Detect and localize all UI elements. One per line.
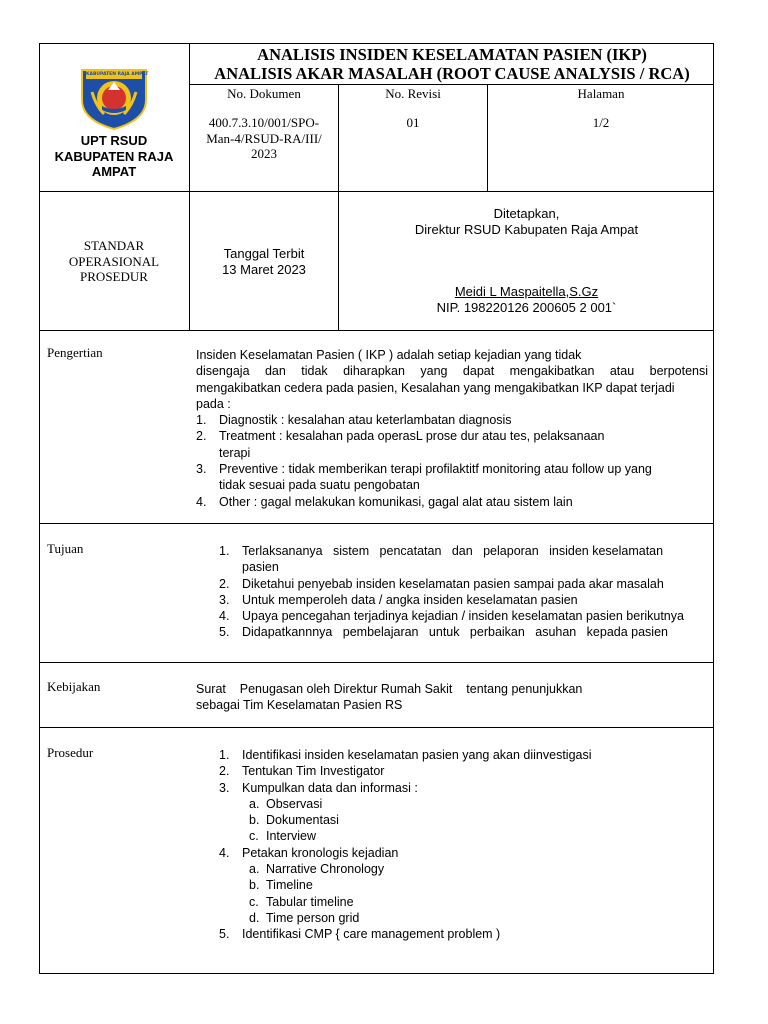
list-text: tidak sesuai pada suatu pengobatan [219,478,420,493]
sub-list-letter: d. [249,910,260,925]
issue-date-value: 13 Maret 2023 [222,261,306,277]
list-number: 5. [219,625,230,640]
section-label-kebijakan: Kebijakan [47,679,101,694]
pengertian-content [196,347,708,510]
divider [39,330,714,331]
sub-list-text: Narrative Chronology [266,862,385,877]
sub-list-item [219,861,707,877]
divider [39,523,714,524]
pengertian-intro-line: pada : [196,396,231,411]
list-item [219,926,707,942]
sub-list-item [219,796,707,812]
section-label-pengertian: Pengertian [47,345,103,360]
list-text: Diagnostik : kesalahan atau keterlambatan diagnosis [219,413,512,428]
divider [39,727,714,728]
sub-list-item [219,828,707,844]
sop-label-line: STANDAR [83,238,145,253]
logo-text: KABUPATEN RAJA AMPAT [86,72,149,77]
list-text: terapi [219,445,251,460]
list-item [219,592,707,608]
doc-number-line: 2023 [251,146,277,161]
section-label-prosedur: Prosedur [47,745,94,760]
list-item [196,428,708,461]
list-number: 3. [196,462,207,477]
sub-list-text: Dokumentasi [266,813,339,828]
director-nip: NIP. 198220126 200605 2 001` [436,300,617,315]
list-text: Diketahui penyebab insiden keselamatan pasien sampai pada akar masalah [242,576,664,591]
list-number: 4. [196,494,207,509]
sub-list-letter: a. [249,862,260,877]
doc-number-line: 400.7.3.10/001/SPO- [208,115,320,130]
prosedur-content [219,747,707,943]
list-text: Treatment : kesalahan pada operasL prose dur atau tes, pelaksanaan [219,429,605,444]
list-item [219,780,707,796]
list-number: 4. [219,609,230,624]
list-number: 4. [219,845,230,860]
list-text: Kumpulkan data dan informasi : [242,780,418,795]
doc-number-label: No. Dokumen [227,86,301,101]
list-number: 2. [219,576,230,591]
institution-line: UPT RSUD [80,133,148,148]
list-text: Upaya pencegahan terjadinya kejadian / insiden keselamatan pasien berikutnya [242,609,684,624]
issue-date-block [190,246,338,277]
sop-label-line: PROSEDUR [80,269,148,284]
sub-list-letter: b. [249,878,260,893]
divider [39,662,714,663]
page-value: 1/2 [592,115,610,130]
sub-list-letter: c. [249,829,259,844]
list-item [219,576,707,592]
director-title: Direktur RSUD Kabupaten Raja Ampat [414,222,639,237]
doc-number-value [190,115,338,162]
signature-block [339,284,714,316]
sop-label-line: OPERASIONAL [68,253,160,269]
approval-label: Ditetapkan, [493,206,560,221]
divider [189,84,714,85]
list-item [196,461,708,494]
list-item [219,608,707,624]
sub-list-letter: c. [249,894,259,909]
list-item [219,543,707,576]
page-label: Halaman [577,86,625,101]
doc-number-line: Man-4/RSUD-RA/III/ [206,130,322,146]
pengertian-intro-line: Insiden Keselamatan Pasien ( IKP ) adalah setiap kejadian yang tidak [196,348,582,362]
sub-list-letter: b. [249,813,260,828]
sub-list-item [219,894,707,910]
institution-name [40,133,188,180]
sub-list-text: Observasi [266,796,323,811]
sub-list-text: Time person grid [266,910,360,925]
sub-list-text: Interview [266,829,317,844]
list-text: Identifikasi CMP { care management problem ) [242,927,501,942]
list-item [196,494,708,510]
list-number: 1. [219,544,230,558]
kebijakan-content [196,681,708,714]
list-number: 3. [219,780,230,795]
list-number: 5. [219,927,230,942]
list-text: Tentukan Tim Investigator [242,764,385,779]
sub-list-item [219,812,707,828]
list-item [219,845,707,861]
list-text: Other : gagal melakukan komunikasi, gagal alat atau sistem lain [219,494,573,509]
approval-block [339,206,714,238]
list-text: Petakan kronologis kejadian [242,845,399,860]
kebijakan-line: Surat Penugasan oleh Direktur Rumah Sakit tentang penunjukkan [196,682,583,696]
list-text: Terlaksananya sistem pencatatan dan pelaporan insiden keselamatan [242,544,664,558]
list-text: Untuk memperoleh data / angka insiden keselamatan pasien [242,592,578,607]
list-text: Identifikasi insiden keselamatan pasien yang akan diinvestigasi [242,748,592,762]
list-number: 1. [219,748,230,762]
director-name: Meidi L Maspaitella,S.Gz [454,284,599,299]
list-number: 1. [196,413,207,428]
list-item [196,412,708,428]
issue-date-label: Tanggal Terbit [223,246,305,261]
logo [78,62,150,130]
sop-label [40,238,188,285]
sub-list-item [219,877,707,893]
tujuan-content [219,543,707,641]
list-text: Preventive : tidak memberikan terapi profilaktitf monitoring atau follow up yang [219,462,652,477]
title-line-1: ANALISIS INSIDEN KESELAMATAN PASIEN (IKP) [257,45,647,64]
list-item [219,747,707,763]
sub-list-item [219,910,707,926]
institution-line: KABUPATEN RAJA [54,148,174,164]
pengertian-intro-line: disengaja dan tidak diharapkan yang dapat mengakibatkan atau berpotensi [196,364,708,379]
sub-list-text: Tabular timeline [266,894,354,909]
sub-list-letter: a. [249,796,260,811]
list-item [219,763,707,779]
institution-line: AMPAT [91,164,137,179]
sub-list-text: Timeline [266,878,313,893]
list-text: pasien [242,560,279,575]
revision-label: No. Revisi [385,86,441,101]
divider [39,191,714,192]
pengertian-intro-line: mengakibatkan cedera pada pasien, Kesalahan yang mengakibatkan IKP dapat terjadi [196,380,675,395]
list-item [219,624,707,640]
list-number: 2. [219,764,230,779]
list-number: 2. [196,429,207,444]
title-line-2: ANALISIS AKAR MASALAH (ROOT CAUSE ANALYSIS / RCA) [214,64,690,83]
document-title [190,45,714,83]
list-text: Didapatkannnya pembelajaran untuk perbaikan asuhan kepada pasien [242,625,668,640]
section-label-tujuan: Tujuan [47,541,84,556]
kebijakan-line: sebagai Tim Keselamatan Pasien RS [196,698,403,713]
revision-value: 01 [406,115,420,130]
list-number: 3. [219,592,230,607]
